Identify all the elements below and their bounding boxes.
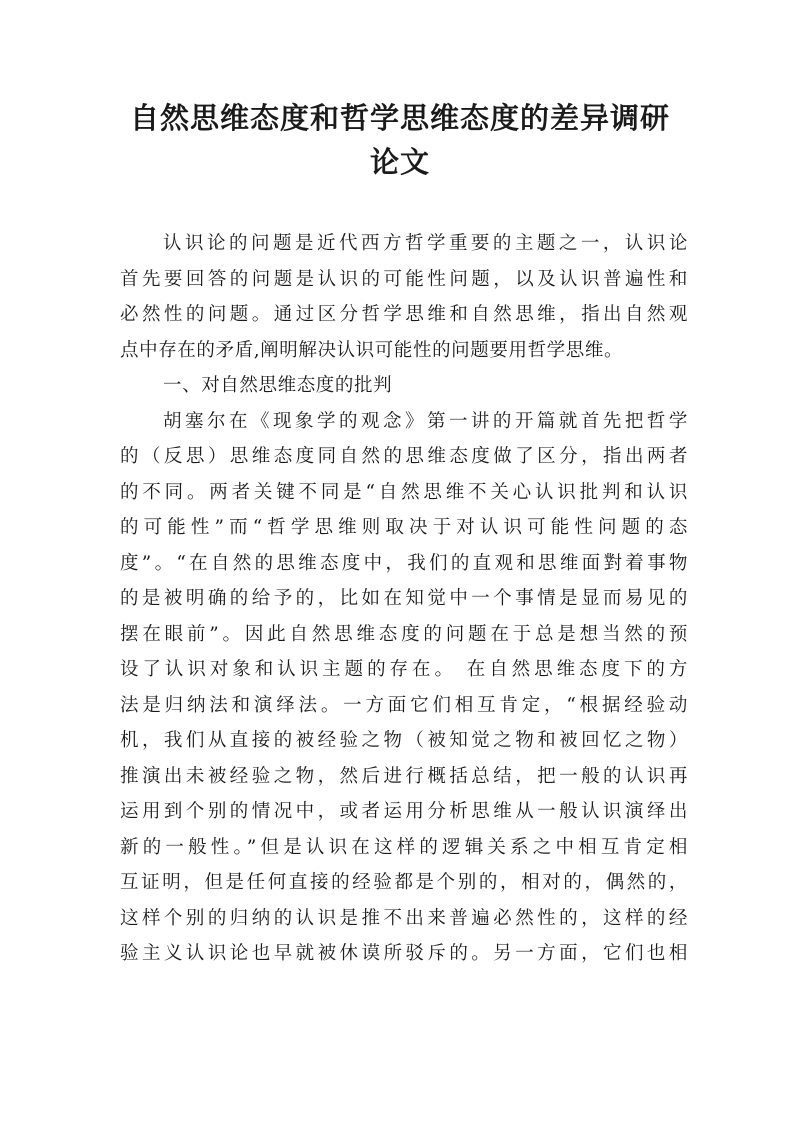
paragraph-2-line: 法是归纳法和演绎法。一方面它们相互肯定，“根据经验动 <box>120 694 688 716</box>
document-body <box>120 226 688 972</box>
section-heading: 一、对自然思维态度的批判 <box>163 375 393 396</box>
paragraph-2-line: 运用到个别的情况中，或者运用分析思维从一般认识演绎出 <box>120 801 688 822</box>
document-title <box>100 96 700 184</box>
paragraph-2-line: 验主义认识论也早就被休谟所驳斥的。另一方面，它们也相 <box>120 943 688 964</box>
paragraph-2-line: 机，我们从直接的被经验之物（被知觉之物和被回忆之物） <box>120 730 688 751</box>
paragraph-2-line: 度”。“在自然的思维态度中，我们的直观和思维面對着事物 <box>120 552 688 574</box>
paragraph-2-line: 推演出未被经验之物，然后进行概括总结，把一般的认识再 <box>120 765 688 787</box>
paragraph-1-line: 点中存在的矛盾,阐明解决认识可能性的问题要用哲学思维。 <box>120 339 624 361</box>
paragraph-2-line: 胡塞尔在《现象学的观念》第一讲的开篇就首先把哲学 <box>163 410 688 432</box>
paragraph-1-line: 必然性的问题。通过区分哲学思维和自然思维，指出自然观 <box>120 304 688 325</box>
paragraph-2-line: 设了认识对象和认识主题的存在。 在自然思维态度下的方 <box>120 659 688 680</box>
paragraph-2-line: 这样个别的归纳的认识是推不出来普遍必然性的，这样的经 <box>120 907 688 929</box>
paragraph-2-line: 的（反思）思维态度同自然的思维态度做了区分，指出两者 <box>120 446 688 467</box>
paragraph-2-line: 新的一般性。”但是认识在这样的逻辑关系之中相互肯定相 <box>120 836 688 858</box>
title-line-1: 自然思维态度和哲学思维态度的差异调研 <box>129 101 670 135</box>
paragraph-2-line: 的可能性”而“哲学思维则取决于对认识可能性问题的态 <box>120 517 688 538</box>
paragraph-2-line: 互证明，但是任何直接的经验都是个别的，相对的，偶然的， <box>120 872 688 893</box>
paragraph-1-line: 首先要回答的问题是认识的可能性问题，以及认识普遍性和 <box>120 268 688 290</box>
paragraph-2-line: 摆在眼前”。因此自然思维态度的问题在于总是想当然的预 <box>120 623 688 645</box>
title-line-2: 论文 <box>369 145 430 179</box>
paragraph-2-line: 的是被明确的给予的，比如在知觉中一个事情是显而易见的 <box>120 588 688 609</box>
paragraph-2-line: 的不同。两者关键不同是“自然思维不关心认识批判和认识 <box>120 481 688 503</box>
paragraph-1-line: 认识论的问题是近代西方哲学重要的主题之一，认识论 <box>163 233 688 254</box>
